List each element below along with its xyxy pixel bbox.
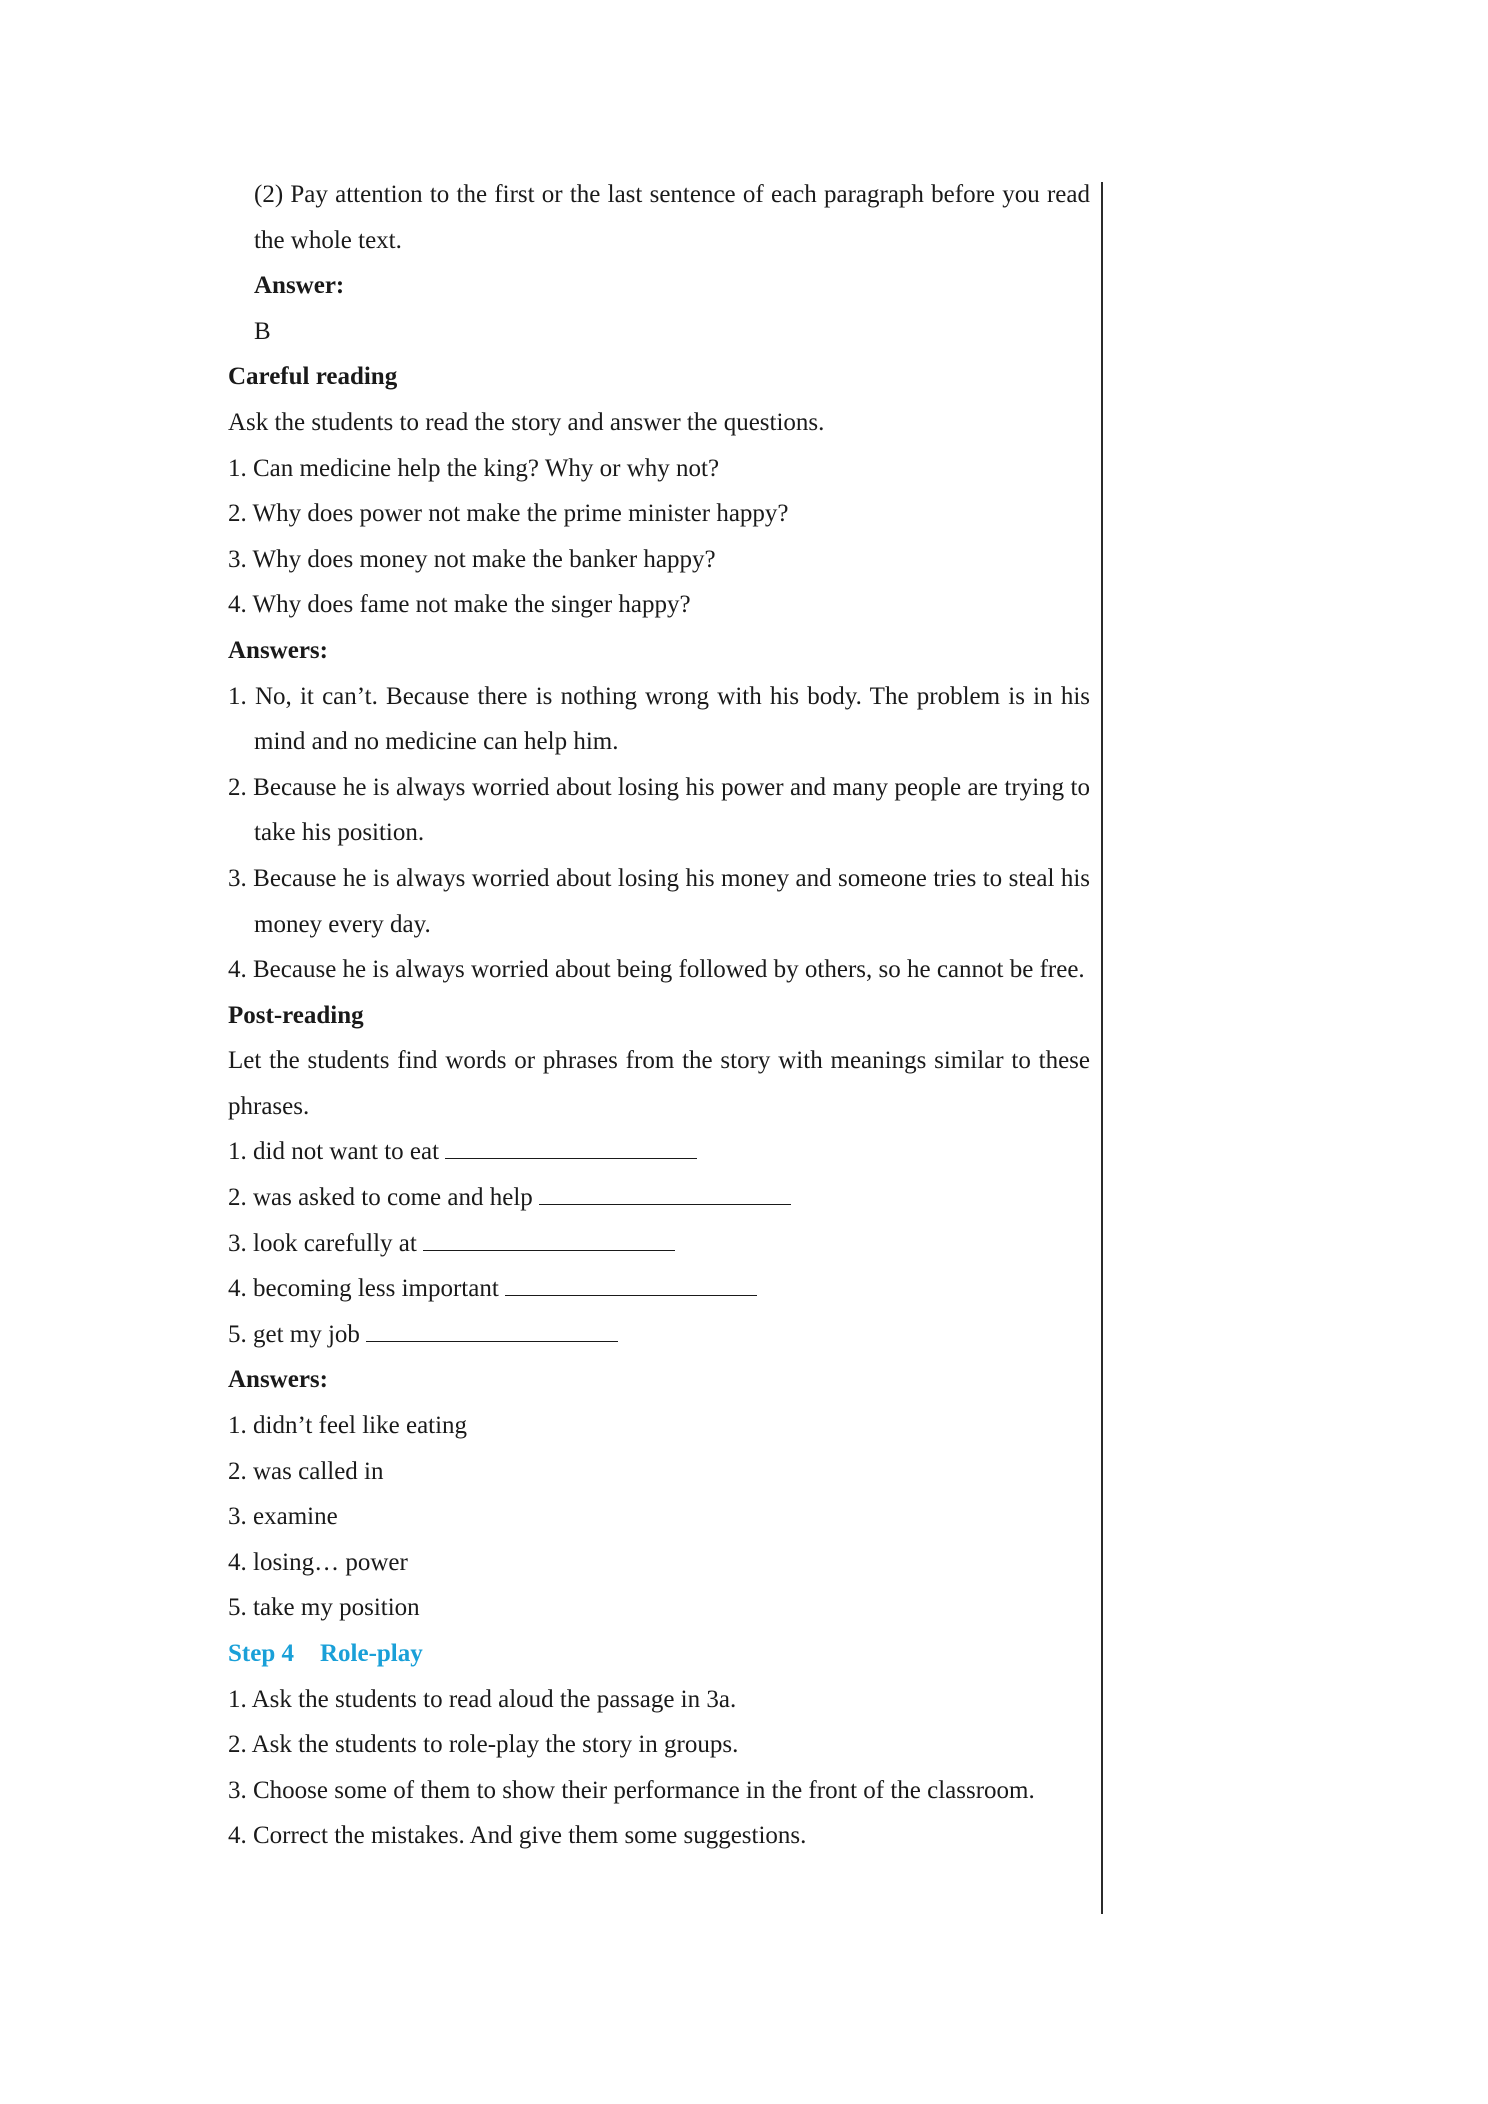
- question-item: 4. Why does fame not make the singer happy?: [228, 591, 691, 619]
- step-item: 3. Choose some of them to show their performance in the front of the classroom.: [228, 1776, 1035, 1804]
- answer-item: 4. Because he is always worried about being followed by others, so he cannot be free.: [228, 956, 1085, 984]
- answer-item: 3. examine: [228, 1503, 338, 1531]
- answer-blank: [445, 1136, 697, 1159]
- step-item: 4. Correct the mistakes. And give them some suggestions.: [228, 1822, 807, 1850]
- step-number: Step 4: [228, 1640, 294, 1667]
- intro-paragraph: (2) Pay attention to the first or the last sentence of each paragraph before you read the whole text.: [254, 181, 1090, 254]
- right-margin-rule: [1101, 182, 1103, 1914]
- fill-blank-item: [228, 1221, 1090, 1267]
- answer-value: B: [254, 317, 271, 345]
- answer-label: Answer:: [254, 272, 345, 300]
- careful-reading-heading: Careful reading: [228, 363, 398, 391]
- answer-blank: [423, 1228, 675, 1251]
- answer-item: 1. didn’t feel like eating: [228, 1412, 468, 1440]
- fill-blank-text: 2. was asked to come and help: [228, 1184, 533, 1212]
- post-answers-label: Answers:: [228, 1366, 328, 1394]
- careful-reading-instruction: Ask the students to read the story and answer the questions.: [228, 408, 825, 436]
- answer-blank: [539, 1182, 791, 1205]
- fill-blank-item: [228, 1266, 1090, 1312]
- answer-item: 4. losing… power: [228, 1548, 408, 1576]
- fill-blank-text: 5. get my job: [228, 1320, 360, 1348]
- post-reading-heading: Post-reading: [228, 1001, 364, 1029]
- fill-blank-text: 4. becoming less important: [228, 1275, 499, 1303]
- answer-item: 3. Because he is always worried about losing his money and someone tries to steal his money every day.: [228, 864, 1090, 938]
- question-item: 2. Why does power not make the prime minister happy?: [228, 500, 789, 528]
- post-reading-instruction: Let the students find words or phrases from the story with meanings similar to these phrases.: [228, 1047, 1090, 1120]
- fill-blank-item: [228, 1312, 1090, 1358]
- fill-blank-item: [228, 1175, 1090, 1221]
- step-item: 2. Ask the students to role-play the story in groups.: [228, 1731, 739, 1759]
- fill-blank-item: [228, 1129, 1090, 1175]
- lesson-content: [228, 172, 1090, 1859]
- answer-item: 1. No, it can’t. Because there is nothing wrong with his body. The problem is in his mind and no medicine can help him.: [228, 682, 1090, 756]
- answer-blank: [366, 1319, 618, 1342]
- fill-blank-text: 1. did not want to eat: [228, 1138, 440, 1166]
- step-item: 1. Ask the students to read aloud the passage in 3a.: [228, 1685, 737, 1713]
- answer-item: 5. take my position: [228, 1594, 420, 1622]
- step4-heading: [228, 1631, 1090, 1677]
- fill-blank-text: 3. look carefully at: [228, 1229, 417, 1257]
- step-title: Role-play: [319, 1640, 423, 1667]
- careful-answers-label: Answers:: [228, 636, 328, 664]
- question-item: 3. Why does money not make the banker happy?: [228, 545, 716, 573]
- question-item: 1. Can medicine help the king? Why or why not?: [228, 454, 720, 482]
- answer-item: 2. Because he is always worried about losing his power and many people are trying to take his position.: [228, 773, 1090, 847]
- answer-item: 2. was called in: [228, 1457, 384, 1485]
- answer-blank: [505, 1273, 757, 1296]
